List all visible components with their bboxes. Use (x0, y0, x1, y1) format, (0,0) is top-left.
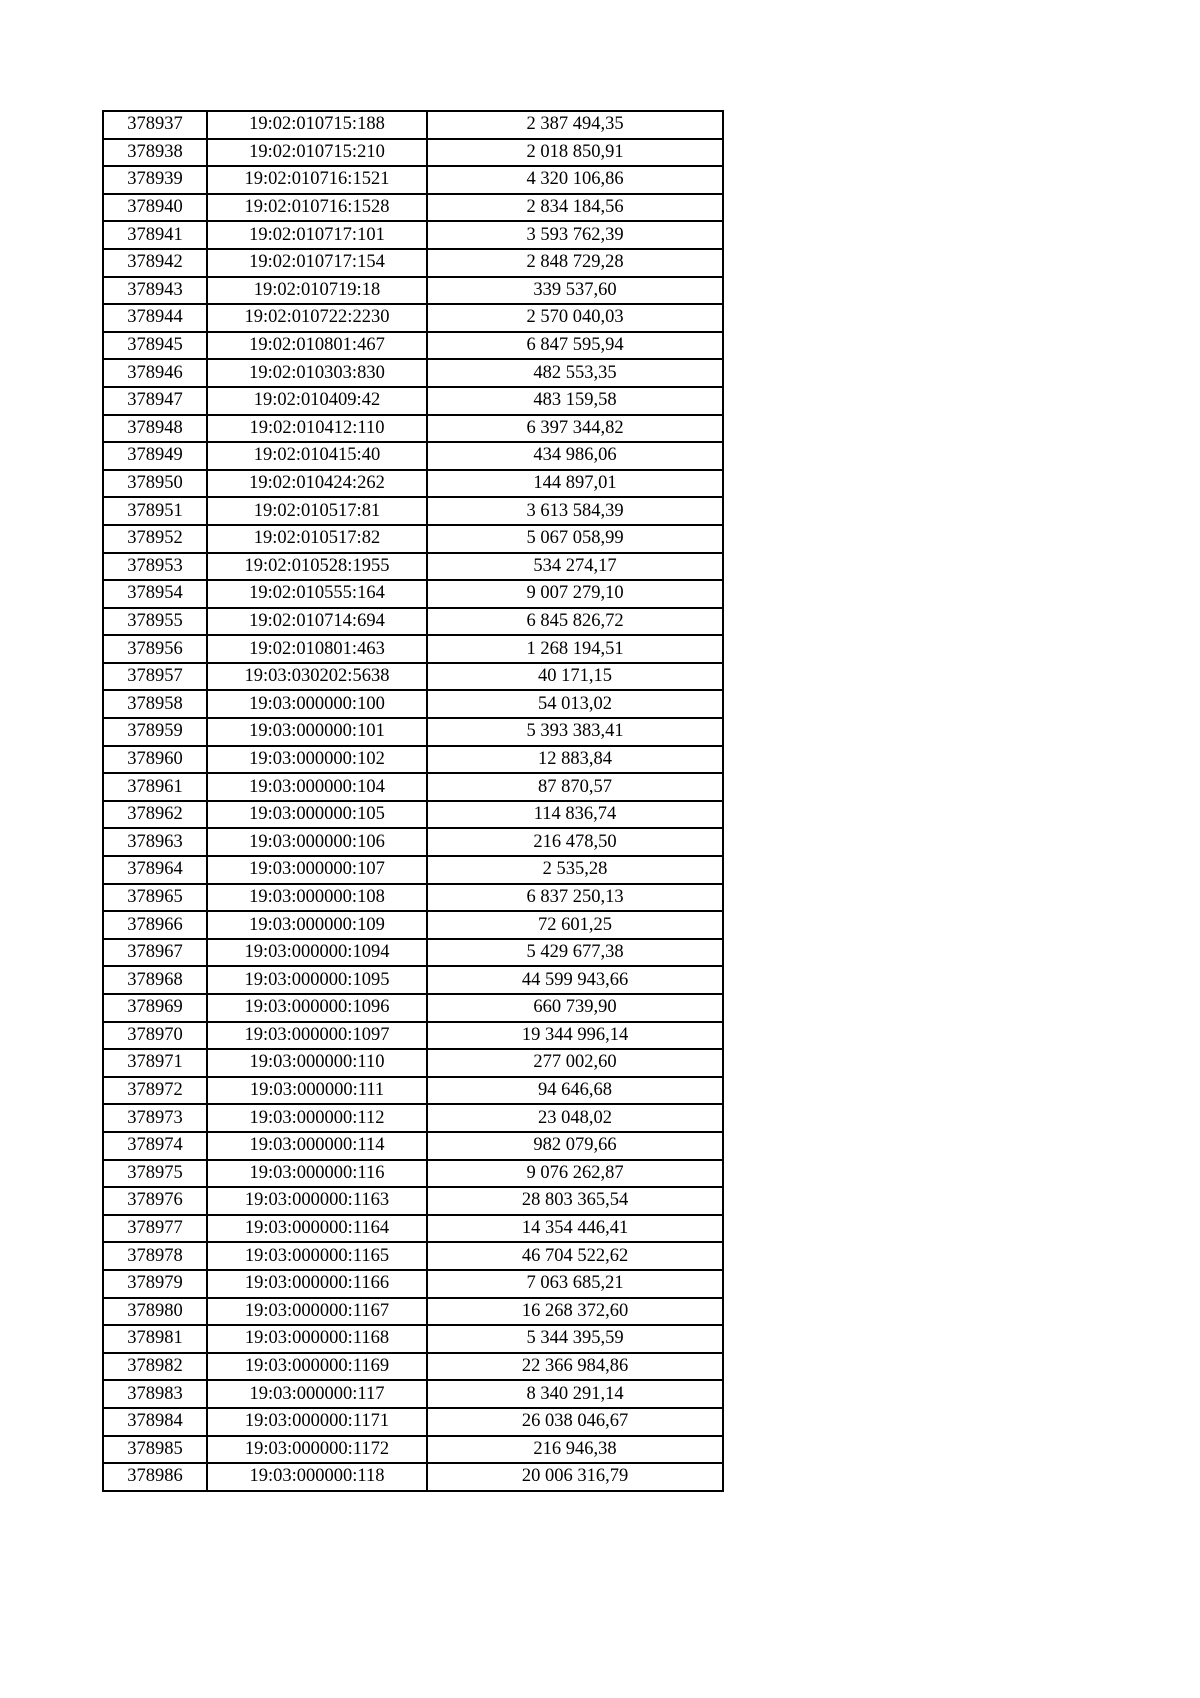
cadastral-number-cell: 19:03:000000:1172 (207, 1436, 427, 1464)
row-number-cell: 378967 (103, 939, 207, 967)
row-number-cell: 378985 (103, 1436, 207, 1464)
table-row (103, 994, 723, 1022)
cadastral-value-cell: 14 354 446,41 (427, 1215, 723, 1243)
row-number-cell: 378944 (103, 304, 207, 332)
cadastral-value-cell: 434 986,06 (427, 442, 723, 470)
row-number-cell: 378941 (103, 221, 207, 249)
cadastral-number-cell: 19:03:000000:1164 (207, 1215, 427, 1243)
table-row (103, 1270, 723, 1298)
row-number-cell: 378950 (103, 470, 207, 498)
row-number-cell: 378966 (103, 911, 207, 939)
cadastral-value-cell: 482 553,35 (427, 359, 723, 387)
cadastral-number-cell: 19:03:000000:100 (207, 690, 427, 718)
row-number-cell: 378982 (103, 1353, 207, 1381)
table-row (103, 911, 723, 939)
cadastral-number-cell: 19:03:030202:5638 (207, 663, 427, 691)
cadastral-value-cell: 216 946,38 (427, 1436, 723, 1464)
cadastral-number-cell: 19:02:010719:18 (207, 277, 427, 305)
cadastral-value-cell: 3 613 584,39 (427, 497, 723, 525)
cadastral-value-cell: 20 006 316,79 (427, 1463, 723, 1491)
table-row (103, 828, 723, 856)
cadastral-value-cell: 2 570 040,03 (427, 304, 723, 332)
cadastral-value-cell: 1 268 194,51 (427, 635, 723, 663)
cadastral-number-cell: 19:02:010715:210 (207, 139, 427, 167)
table-row (103, 1215, 723, 1243)
cadastral-number-cell: 19:03:000000:117 (207, 1380, 427, 1408)
cadastral-number-cell: 19:03:000000:1165 (207, 1242, 427, 1270)
cadastral-value-table (102, 110, 724, 1492)
cadastral-value-cell: 23 048,02 (427, 1104, 723, 1132)
cadastral-number-cell: 19:03:000000:108 (207, 884, 427, 912)
cadastral-value-cell: 5 067 058,99 (427, 525, 723, 553)
table-row (103, 1022, 723, 1050)
table-row (103, 1325, 723, 1353)
cadastral-number-cell: 19:02:010412:110 (207, 415, 427, 443)
row-number-cell: 378939 (103, 166, 207, 194)
cadastral-number-cell: 19:02:010517:81 (207, 497, 427, 525)
cadastral-number-cell: 19:02:010716:1528 (207, 194, 427, 222)
row-number-cell: 378968 (103, 966, 207, 994)
table-row (103, 608, 723, 636)
cadastral-value-cell: 144 897,01 (427, 470, 723, 498)
cadastral-value-cell: 3 593 762,39 (427, 221, 723, 249)
row-number-cell: 378980 (103, 1298, 207, 1326)
table-row (103, 221, 723, 249)
row-number-cell: 378960 (103, 746, 207, 774)
table-row (103, 1353, 723, 1381)
cadastral-number-cell: 19:03:000000:107 (207, 856, 427, 884)
cadastral-value-cell: 4 320 106,86 (427, 166, 723, 194)
cadastral-number-cell: 19:03:000000:106 (207, 828, 427, 856)
row-number-cell: 378963 (103, 828, 207, 856)
cadastral-value-cell: 2 018 850,91 (427, 139, 723, 167)
cadastral-value-cell: 2 834 184,56 (427, 194, 723, 222)
cadastral-number-cell: 19:03:000000:102 (207, 746, 427, 774)
row-number-cell: 378943 (103, 277, 207, 305)
cadastral-value-cell: 46 704 522,62 (427, 1242, 723, 1270)
row-number-cell: 378938 (103, 139, 207, 167)
table-row (103, 1049, 723, 1077)
table-row (103, 1298, 723, 1326)
cadastral-value-cell: 216 478,50 (427, 828, 723, 856)
table-row (103, 1408, 723, 1436)
row-number-cell: 378940 (103, 194, 207, 222)
table-row (103, 1380, 723, 1408)
cadastral-number-cell: 19:02:010722:2230 (207, 304, 427, 332)
row-number-cell: 378972 (103, 1077, 207, 1105)
cadastral-value-cell: 16 268 372,60 (427, 1298, 723, 1326)
cadastral-number-cell: 19:02:010715:188 (207, 111, 427, 139)
row-number-cell: 378942 (103, 249, 207, 277)
row-number-cell: 378969 (103, 994, 207, 1022)
cadastral-value-cell: 12 883,84 (427, 746, 723, 774)
table-row (103, 277, 723, 305)
row-number-cell: 378953 (103, 553, 207, 581)
cadastral-value-cell: 6 847 595,94 (427, 332, 723, 360)
table-row (103, 966, 723, 994)
cadastral-value-cell: 6 397 344,82 (427, 415, 723, 443)
cadastral-number-cell: 19:03:000000:101 (207, 718, 427, 746)
table-row (103, 801, 723, 829)
cadastral-number-cell: 19:03:000000:111 (207, 1077, 427, 1105)
row-number-cell: 378955 (103, 608, 207, 636)
table-row (103, 111, 723, 139)
row-number-cell: 378959 (103, 718, 207, 746)
table-row (103, 939, 723, 967)
cadastral-number-cell: 19:02:010517:82 (207, 525, 427, 553)
cadastral-number-cell: 19:02:010801:467 (207, 332, 427, 360)
cadastral-number-cell: 19:03:000000:1163 (207, 1187, 427, 1215)
cadastral-value-cell: 114 836,74 (427, 801, 723, 829)
cadastral-value-cell: 6 837 250,13 (427, 884, 723, 912)
cadastral-number-cell: 19:03:000000:1166 (207, 1270, 427, 1298)
cadastral-value-cell: 26 038 046,67 (427, 1408, 723, 1436)
cadastral-value-cell: 7 063 685,21 (427, 1270, 723, 1298)
cadastral-number-cell: 19:03:000000:104 (207, 773, 427, 801)
cadastral-number-cell: 19:02:010424:262 (207, 470, 427, 498)
cadastral-value-cell: 534 274,17 (427, 553, 723, 581)
cadastral-value-cell: 54 013,02 (427, 690, 723, 718)
row-number-cell: 378948 (103, 415, 207, 443)
row-number-cell: 378975 (103, 1160, 207, 1188)
table-row (103, 1077, 723, 1105)
table-row (103, 663, 723, 691)
table-row (103, 470, 723, 498)
row-number-cell: 378947 (103, 387, 207, 415)
cadastral-value-cell: 22 366 984,86 (427, 1353, 723, 1381)
row-number-cell: 378946 (103, 359, 207, 387)
table-row (103, 635, 723, 663)
cadastral-value-cell: 6 845 826,72 (427, 608, 723, 636)
cadastral-number-cell: 19:03:000000:112 (207, 1104, 427, 1132)
cadastral-value-cell: 8 340 291,14 (427, 1380, 723, 1408)
cadastral-number-cell: 19:03:000000:1094 (207, 939, 427, 967)
cadastral-number-cell: 19:03:000000:1097 (207, 1022, 427, 1050)
cadastral-number-cell: 19:02:010555:164 (207, 580, 427, 608)
cadastral-value-cell: 9 076 262,87 (427, 1160, 723, 1188)
cadastral-number-cell: 19:03:000000:105 (207, 801, 427, 829)
table-row (103, 1104, 723, 1132)
table-row (103, 1187, 723, 1215)
table-row (103, 387, 723, 415)
row-number-cell: 378951 (103, 497, 207, 525)
table-row (103, 773, 723, 801)
cadastral-value-cell: 44 599 943,66 (427, 966, 723, 994)
row-number-cell: 378981 (103, 1325, 207, 1353)
cadastral-value-cell: 483 159,58 (427, 387, 723, 415)
cadastral-number-cell: 19:03:000000:1171 (207, 1408, 427, 1436)
cadastral-number-cell: 19:03:000000:114 (207, 1132, 427, 1160)
cadastral-number-cell: 19:02:010415:40 (207, 442, 427, 470)
row-number-cell: 378957 (103, 663, 207, 691)
cadastral-value-cell: 277 002,60 (427, 1049, 723, 1077)
row-number-cell: 378977 (103, 1215, 207, 1243)
cadastral-number-cell: 19:02:010801:463 (207, 635, 427, 663)
cadastral-value-cell: 9 007 279,10 (427, 580, 723, 608)
table-row (103, 1463, 723, 1491)
cadastral-value-cell: 94 646,68 (427, 1077, 723, 1105)
cadastral-number-cell: 19:03:000000:116 (207, 1160, 427, 1188)
table-row (103, 442, 723, 470)
cadastral-value-cell: 5 393 383,41 (427, 718, 723, 746)
cadastral-number-cell: 19:02:010717:101 (207, 221, 427, 249)
row-number-cell: 378964 (103, 856, 207, 884)
table-body (103, 111, 723, 1491)
table-row (103, 304, 723, 332)
row-number-cell: 378976 (103, 1187, 207, 1215)
cadastral-number-cell: 19:03:000000:110 (207, 1049, 427, 1077)
cadastral-value-cell: 339 537,60 (427, 277, 723, 305)
row-number-cell: 378949 (103, 442, 207, 470)
row-number-cell: 378961 (103, 773, 207, 801)
table-row (103, 139, 723, 167)
row-number-cell: 378974 (103, 1132, 207, 1160)
table-row (103, 1436, 723, 1464)
row-number-cell: 378952 (103, 525, 207, 553)
table-row (103, 166, 723, 194)
cadastral-value-cell: 40 171,15 (427, 663, 723, 691)
table-row (103, 746, 723, 774)
table-row (103, 553, 723, 581)
table-row (103, 1132, 723, 1160)
cadastral-number-cell: 19:02:010717:154 (207, 249, 427, 277)
row-number-cell: 378954 (103, 580, 207, 608)
row-number-cell: 378983 (103, 1380, 207, 1408)
table-row (103, 884, 723, 912)
table-row (103, 690, 723, 718)
table-row (103, 525, 723, 553)
table-row (103, 856, 723, 884)
table-row (103, 718, 723, 746)
row-number-cell: 378986 (103, 1463, 207, 1491)
row-number-cell: 378945 (103, 332, 207, 360)
table-row (103, 415, 723, 443)
table-row (103, 332, 723, 360)
cadastral-value-cell: 72 601,25 (427, 911, 723, 939)
row-number-cell: 378970 (103, 1022, 207, 1050)
cadastral-number-cell: 19:02:010716:1521 (207, 166, 427, 194)
cadastral-number-cell: 19:03:000000:109 (207, 911, 427, 939)
cadastral-value-cell: 28 803 365,54 (427, 1187, 723, 1215)
cadastral-number-cell: 19:02:010714:694 (207, 608, 427, 636)
cadastral-value-cell: 2 387 494,35 (427, 111, 723, 139)
cadastral-number-cell: 19:03:000000:1169 (207, 1353, 427, 1381)
cadastral-value-cell: 660 739,90 (427, 994, 723, 1022)
cadastral-number-cell: 19:02:010528:1955 (207, 553, 427, 581)
row-number-cell: 378978 (103, 1242, 207, 1270)
cadastral-number-cell: 19:02:010303:830 (207, 359, 427, 387)
row-number-cell: 378965 (103, 884, 207, 912)
row-number-cell: 378958 (103, 690, 207, 718)
cadastral-number-cell: 19:03:000000:1168 (207, 1325, 427, 1353)
cadastral-number-cell: 19:03:000000:1167 (207, 1298, 427, 1326)
row-number-cell: 378984 (103, 1408, 207, 1436)
table-row (103, 194, 723, 222)
cadastral-value-cell: 2 848 729,28 (427, 249, 723, 277)
table-row (103, 359, 723, 387)
row-number-cell: 378971 (103, 1049, 207, 1077)
cadastral-number-cell: 19:02:010409:42 (207, 387, 427, 415)
cadastral-value-cell: 982 079,66 (427, 1132, 723, 1160)
row-number-cell: 378956 (103, 635, 207, 663)
cadastral-value-cell: 5 429 677,38 (427, 939, 723, 967)
table-row (103, 1160, 723, 1188)
cadastral-number-cell: 19:03:000000:1096 (207, 994, 427, 1022)
row-number-cell: 378973 (103, 1104, 207, 1132)
cadastral-value-cell: 19 344 996,14 (427, 1022, 723, 1050)
table-row (103, 1242, 723, 1270)
table-row (103, 497, 723, 525)
cadastral-number-cell: 19:03:000000:1095 (207, 966, 427, 994)
table-row (103, 249, 723, 277)
row-number-cell: 378979 (103, 1270, 207, 1298)
row-number-cell: 378962 (103, 801, 207, 829)
cadastral-value-cell: 2 535,28 (427, 856, 723, 884)
cadastral-number-cell: 19:03:000000:118 (207, 1463, 427, 1491)
cadastral-value-cell: 5 344 395,59 (427, 1325, 723, 1353)
row-number-cell: 378937 (103, 111, 207, 139)
cadastral-value-cell: 87 870,57 (427, 773, 723, 801)
table-row (103, 580, 723, 608)
